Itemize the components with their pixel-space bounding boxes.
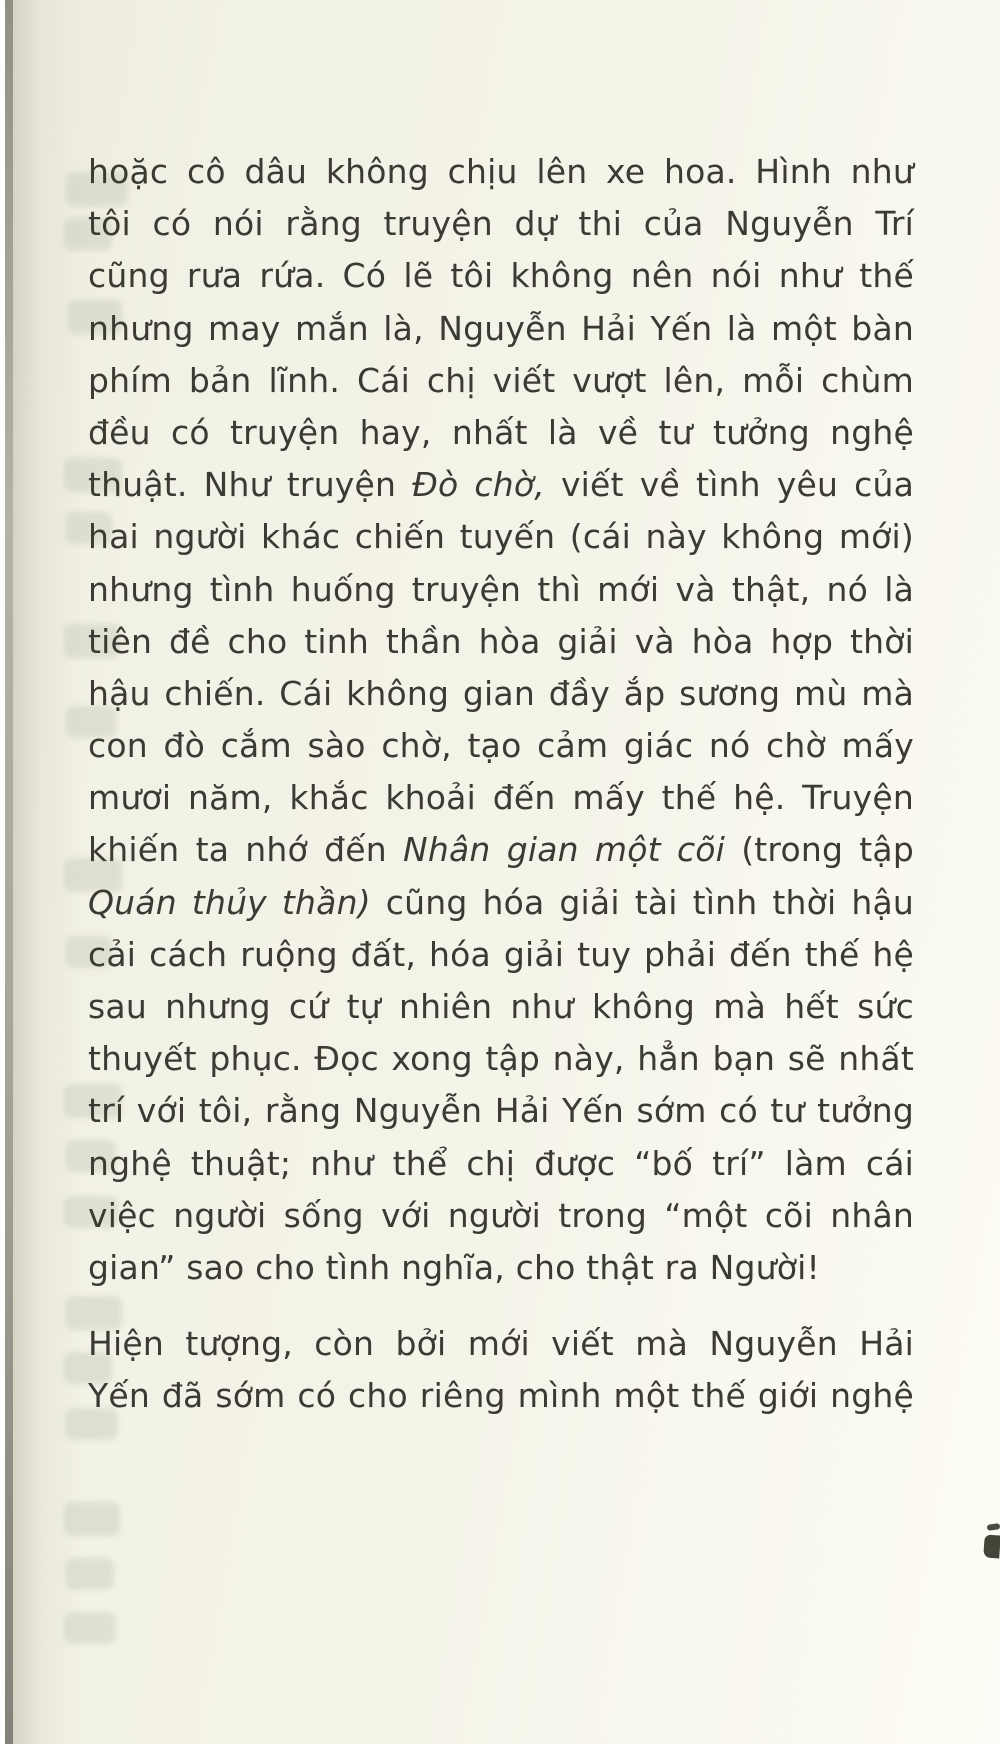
text-block — [88, 146, 914, 1423]
text-segment: đều có truyện hay, nhất là về tư tưởng nghệ — [88, 412, 914, 452]
text-line — [88, 1370, 914, 1422]
text-line — [88, 616, 914, 668]
text-segment: hai người khác chiến tuyến (cái này không mới) — [88, 517, 914, 557]
text-line — [88, 981, 914, 1033]
text-line — [88, 668, 914, 720]
text-line — [88, 459, 914, 511]
right-edge-ink-mark — [987, 1523, 1000, 1531]
text-line — [88, 564, 914, 616]
paragraph — [88, 146, 914, 1294]
text-segment: viết về tình yêu của — [544, 465, 914, 505]
text-segment: cải cách ruộng đất, hóa giải tuy phải đến thế hệ — [88, 934, 914, 974]
text-segment: trí với tôi, rằng Nguyễn Hải Yến sớm có tư tưởng — [88, 1091, 914, 1131]
text-segment: Yến đã sớm có cho riêng mình một thế giới nghệ — [88, 1376, 914, 1416]
text-segment: mươi năm, khắc khoải đến mấy thế hệ. Truyện — [88, 778, 914, 818]
text-line — [88, 1033, 914, 1085]
text-line — [88, 198, 914, 250]
text-line — [88, 511, 914, 563]
text-segment: con đò cắm sào chờ, tạo cảm giác nó chờ mấy — [88, 726, 914, 766]
paragraph — [88, 1318, 914, 1422]
text-segment: tiên đề cho tinh thần hòa giải và hòa hợp thời — [88, 621, 914, 661]
bleedthrough-mark — [64, 1502, 120, 1536]
text-line — [88, 1242, 914, 1294]
right-edge-ink-blob — [983, 1534, 1000, 1558]
text-line — [88, 877, 914, 929]
book-title-italic: Đò chờ, — [412, 465, 545, 505]
scan-edge-dark-band — [5, 0, 13, 1744]
text-line — [88, 146, 914, 198]
text-segment: nhưng tình huống truyện thì mới và thật, nó là — [88, 569, 914, 609]
text-segment: việc người sống với người trong “một cõi nhân — [88, 1195, 914, 1235]
text-segment: thuật. Như truyện — [88, 465, 413, 505]
book-title-italic: Nhân gian một cõi — [403, 830, 726, 870]
text-line — [88, 303, 914, 355]
text-segment: thuyết phục. Đọc xong tập này, hẳn bạn sẽ nhất — [88, 1039, 914, 1079]
text-segment: hoặc cô dâu không chịu lên xe hoa. Hình như — [88, 152, 914, 191]
text-segment: hậu chiến. Cái không gian đầy ắp sương mù mà — [88, 673, 914, 713]
text-segment: Hiện tượng, còn bởi mới viết mà Nguyễn Hải — [88, 1324, 914, 1364]
text-segment: tôi có nói rằng truyện dự thi của Nguyễn Trí — [88, 204, 914, 244]
book-title-italic: Quán thủy thần) — [88, 882, 371, 922]
text-segment: gian” sao cho tình nghĩa, cho thật ra Người! — [88, 1247, 820, 1287]
text-segment: sau nhưng cứ tự nhiên như không mà hết sức — [88, 987, 914, 1026]
text-line — [88, 772, 914, 824]
text-segment: nhưng may mắn là, Nguyễn Hải Yến là một bàn — [88, 308, 914, 348]
text-line — [88, 824, 914, 876]
text-segment: cũng hóa giải tài tình thời hậu — [370, 882, 914, 922]
text-line — [88, 250, 914, 302]
text-line — [88, 1085, 914, 1137]
text-line — [88, 355, 914, 407]
text-line — [88, 720, 914, 772]
text-line — [88, 1318, 914, 1370]
text-segment: khiến ta nhớ đến — [88, 830, 403, 870]
bleedthrough-mark — [66, 1558, 114, 1590]
text-segment: phím bản lĩnh. Cái chị viết vượt lên, mỗi chùm — [88, 360, 914, 400]
text-segment: (trong tập — [725, 830, 914, 870]
text-segment: cũng rưa rứa. Có lẽ tôi không nên nói như thế — [88, 256, 914, 296]
text-line — [88, 407, 914, 459]
bleedthrough-mark — [64, 1612, 116, 1644]
text-line — [88, 929, 914, 981]
text-line — [88, 1138, 914, 1190]
text-line — [88, 1190, 914, 1242]
text-segment: nghệ thuật; như thể chị được “bố trí” làm cái — [88, 1143, 914, 1183]
